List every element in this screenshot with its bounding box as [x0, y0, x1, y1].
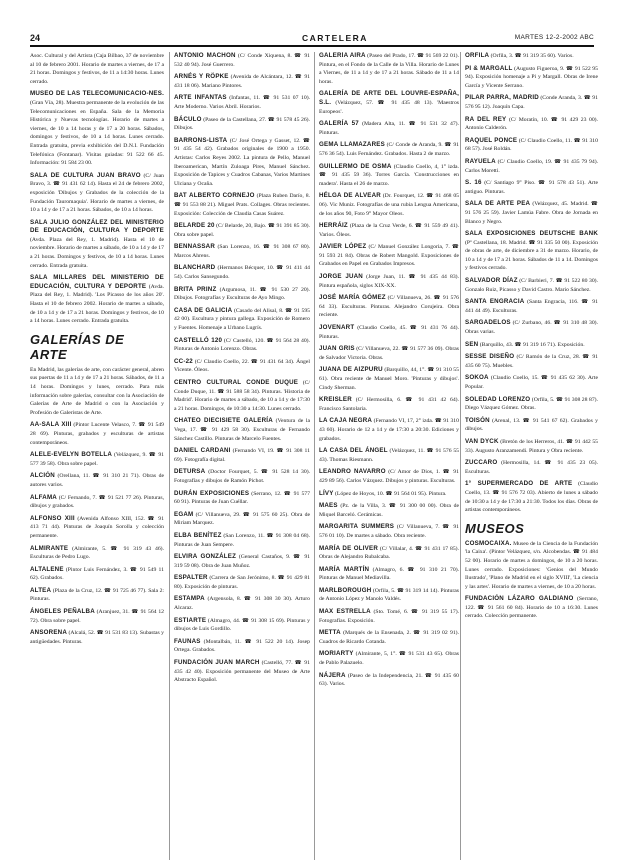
listing-entry: ALFONSO XIII (Avenida Alfonso XIII, 152. ☎ 91 413 71 44). Pinturas de Joaquín Sorolla y colección permanente. [30, 514, 164, 539]
listing-entry: HÉLGA DE ALVEAR (Dr. Fourquet, 12. ☎ 91 468 05 06). Vic Muniz. Fotografías de una rubia Lengua Americana, de los años 90, Foto 9° Mayor Oleos. [319, 192, 459, 217]
listing-entry: JUANA DE AIZPURU (Barquillo, 44, 1°. ☎ 91 310 55 61). Obra reciente de Manuel Moro. 'Pinturas y dibujos'. Cindy Sherman. [319, 366, 459, 391]
listing-entry: CHATEO DIECISIETE GALERÍA (Ventura de la Vega, 17. ☎ 91 429 58 30). Esculturas de Fernando Sánchez Castillo. Pinturas de Marcelo Fuentes. [174, 417, 310, 442]
listing-entry: PI & MARGALL (Augusto Figueroa, 9. ☎ 91 522 95 94). Exposición homenaje a Pi y Margall. Obras de Irene García y Vicente Serrano. [465, 64, 598, 89]
listing-entry: ELBA BENÍTEZ (San Lorenzo, 11. ☎ 91 308 04 68). Pinturas de Juan Sempere. [174, 531, 310, 548]
listing-entry: MARLBOROUGH (Orfila, 5. ☎ 91 319 14 14). Pinturas de Antonio López y Manolo Valdés. [319, 586, 459, 603]
listing-entry: COSMOCAIXA. Museo de la Ciencia de la Fundación 'la Caixa'. (Pintor Velázquez, s/n. Alcobendas. ☎ 91 484 52 00). Horario de martes a domingos, de 10 a 20 horas. Lunes cerrado. Exposiciones: 'Genios del Mundo Ilustrado', 'Plano de Madrid en el siglo XVIII', 'La ciencia y las artes'. Horario de martes a viernes, de 10 a 20 horas. [465, 539, 598, 590]
listing-entry: ESTIARTE (Almagro, 44. ☎ 91 308 15 69). Pinturas y dibujos de Luis Gordillo. [174, 616, 310, 633]
listing-entry: SANTA ENGRACIA (Santa Engracia, 116. ☎ 91 441 44 49). Esculturas. [465, 298, 598, 314]
listing-entry: BENNASSAR (San Lorenzo, 16. ☎ 91 308 67 80). Marcos Ahrens. [174, 243, 310, 259]
listing-entry: ÁNGELES PEÑALBA (Aranjuez, 31. ☎ 91 564 12 72). Obra sobre papel. [30, 608, 164, 624]
listing-intro: Asoc. Cultural y del Artista (Caja Bilbao, 37 de noviembre al 10 de febrero 2001. Horario de martes a viernes, de 17 a 21 horas. Domingos y festivos, de 11 a 14:30 horas. Lunes cerrado. [30, 53, 164, 85]
listing-entry: GUILLERMO DE OSMA (Claudio Coello, 4, 1° izda. ☎ 91 435 59 36). Torres García. 'Construcciones en madera'. Hasta el 26 de marzo. [319, 162, 459, 187]
listing-entry: TOISÓN (Arenal, 13. ☎ 91 541 67 62). Grabados y dibujos. [465, 416, 598, 433]
listing-entry: CENTRO CULTURAL CONDE DUQUE (C/ Conde Duque, 11. ☎ 91 588 58 34). Pinturas. 'Historia de Madrid'. Horario de martes a sábado, de 10 a 14 y de 17:30 a 21 horas. Domingos, de 10:30 a 14:30. Lunes cerrado. [174, 379, 310, 412]
listing-entry: METTA (Marqués de la Ensenada, 2. ☎ 91 319 02 91). Cuadros de Ricardo Cotanda. [319, 629, 459, 645]
listing-entry: VAN DYCK (Bretón de los Herreros, 41. ☎ 91 442 55 33). Augusto Aranzamendi. Pintura y Obra reciente. [465, 437, 598, 454]
column-2 [169, 52, 310, 860]
listing-entry: MUSEO DE LAS TELECOMUNICACIO-NES. (Gran Vía, 28). Muestra permanente de la evolución de las Telecomunicaciones en España. Sala de la Memoria Histórica y Nuevas tecnologías. Horario de martes a viernes, de 10 a 14 horas y de 17 a 20 horas. Sábados, domingos y festivos, de 10 a 14 horas. Lunes cerrado. Entrada gratuita, previa exhibición del D.N.I. Fundación Telefónica (Fontanar). Visitas guiadas: 91 522 66 45. Información: 91 584 23 00. [30, 90, 164, 167]
section-heading-galerias: GALERÍAS DE ARTE [30, 331, 125, 362]
listing-entry: BAT ALBERTO CORNEJO (Plaza Ruben Darío, 8. ☎ 91 553 88 21). Miguel Prats. Collages. Obras recientes. Exposición: Colección de Claudia Casas Suárez. [174, 192, 310, 217]
listing-entry: SESSE DISEÑO (C/ Ramón de la Cruz, 28. ☎ 91 435 60 75). Muebles. [465, 353, 598, 369]
listing-entry: ELVIRA GONZÁLEZ (General Castaños, 9. ☎ 91 319 59 08). Obra de Juan Muñoz. [174, 553, 310, 569]
listing-entry: SALVADOR DÍAZ (C/ Barbieri, 7. ☎ 91 522 80 30). Gonzalo Ruiz, Picasso y David Castro. Mario Sánchez. [465, 277, 598, 293]
listing-entry: GALERÍA DE ARTE DEL LOUVRE-ESPAÑA, S.L. (Velázquez, 57. ☎ 91 435 48 13). 'Maestros Europeos'. [319, 90, 459, 115]
listing-entry: JUAN GRIS (C/ Villanueva, 22. ☎ 91 577 36 09). Obras de Salvador Victoria. Obras. [319, 345, 459, 361]
page-header [30, 33, 594, 47]
listing-entry: GALERÍA AIRÁ (Paseo del Prado, 17. ☎ 91 569 22 01). Pintura, en el Fondo de la Calle de la Villa. Horario de Lunes a Viernes, de 11 a 14 y de 17 a 21 horas. Sábado de 11 a 14 horas. [319, 52, 459, 85]
listing-entry: FUNDACIÓN JUAN MARCH (Castelló, 77. ☎ 91 435 42 40). Exposición permanente del Museo de Arte Abstracto Español. [174, 659, 310, 684]
listing-entry: BARRONS-LISTA (C/ José Ortega y Gasset, 12. ☎ 91 435 54 42). Grabados originales de 1900 a 1950. Artistas: Carlos Reyes 2002. La pintura de Pello, Manuel Iberoamerican, Martín Zuloaga Pires, Manuel Sánchez. Exposición de Tapices y Cuadros Cabanas, Varios Martines Ulciana y Ocaña. [174, 136, 310, 187]
listing-entry: GEMA LLAMAZARES (C/ Conde de Aranda, 9. ☎ 91 576 36 54). Luis Fernández. Grabados. Hasta 2 de marzo. [319, 141, 459, 157]
listing-entry: MARGARITA SUMMERS (C/ Villanueva, 7. ☎ 91 576 01 10). De martes a sábado. Obra reciente. [319, 523, 459, 539]
column-1 [30, 52, 164, 860]
listing-entry: SALA DE ARTE PEA (Velázquez, 45. Madrid. ☎ 91 576 25 59). Javier Lamúa Fabre. Obra de Jornada en Blanco y Negro. [465, 200, 598, 225]
listing-entry: ARTE INFANTAS (Infantas, 11. ☎ 91 531 07 10). Arte Moderno. Varios Abril. Horarios. [174, 94, 310, 110]
listing-entry: FUNDACIÓN LÁZARO GALDIANO (Serrano, 122. ☎ 91 561 60 84). Horario de 10 a 16:30. Lunes cerrado. Colección permanente. [465, 595, 598, 620]
listing-entry: RAQUEL PONCE (C/ Claudio Coello, 11. ☎ 91 310 68 57). José Roldán. [465, 136, 598, 153]
listings-columns [30, 52, 597, 860]
listing-entry: SOLEDAD LORENZO (Orfila, 5. ☎ 91 308 28 87). Diego Vázquez Gómez. Obras. [465, 395, 598, 412]
listing-entry: SALA DE CULTURA JUAN BRAVO (C/ Juan Bravo, 3. ☎ 91 431 62 14). Hasta el 24 de febrero 2002, exposición 'Dibujos y Grabados de la colección de la Fundación Tauromaquia'. Horario de martes a viernes, de 10 a 14 y de 17 a 21 horas. Sábados, de 10 a 14 horas. [30, 171, 164, 214]
listing-entry: ALCIÓN (Orellana, 11. ☎ 91 310 21 71). Obras de autores varios. [30, 472, 164, 488]
listing-entry: BELARDE 20 (C/ Belarde, 20, Bajo. ☎ 91 391 85 30). Obra sobre papel. [174, 222, 310, 238]
listing-entry: ORFILA (Orfila, 3. ☎ 91 319 35 60). Varios. [465, 52, 574, 59]
section-heading-museos: MUSEOS [465, 520, 525, 536]
listing-entry: SARGADELOS (C/ Zurbano, 46. ☎ 91 310 48 30). Obras varias. [465, 319, 598, 336]
listing-entry: BLANCHARD (Hermanos Bécquer, 10. ☎ 91 411 44 54). Carlos Sansegundo. [174, 264, 310, 281]
listing-entry: ESTAMPA (Argensola, 8. ☎ 91 308 30 30). Arturo Alcaraz. [174, 595, 310, 612]
listing-entry: GALERÍA 57 (Madera Alta, 11. ☎ 91 531 32 47). Pinturas. [319, 120, 459, 136]
section-title: CARTELERA [302, 33, 368, 43]
listing-entry: ANTONIO MACHÓN (C/ Conde Xiquena, 8. ☎ 91 532 40 94). José Guerrero. [174, 52, 310, 68]
listing-entry: ANSORENA (Alcalá, 52. ☎ 91 531 83 13). Subastas y antigüedades. Pinturas. [30, 629, 164, 645]
listing-entry: CASA DE GALICIA (Casado del Alisal, 8. ☎ 91 595 42 00). Escultura y pintura gallega. Exposición de Romero y Fuentes. Homenaje a Urbano Lugrís. [174, 306, 310, 332]
listing-entry: DETURSA (Doctor Fourquet, 5. ☎ 91 528 14 30). Fotografías y dibujos de Ramón Pichot. [174, 468, 310, 484]
listing-entry: LEANDRO NAVARRO (C/ Amor de Dios, 1. ☎ 91 429 89 56). Carlos Vázquez. Dibujos y pinturas. Esculturas. [319, 468, 459, 484]
listing-entry: EGAM (C/ Villanueva, 29. ☎ 91 575 60 25). Obra de Miriam Marquez. [174, 510, 310, 527]
listing-entry: ESPALTER (Carrera de San Jerónimo, 8. ☎ 91 429 81 80). Exposición de pinturas. [174, 574, 310, 590]
galleries-intro: En Madrid, las galerías de arte, con carácter general, abren sus puertas de 11 a 14 y de 17 a 21 horas. Sábados, de 11 a 14 horas. Domingos y lunes, cerrado. Para más información sobre galerías, consultar con la Asociación de Galerías de Arte de Madrid o con la Asociación y Profesión de Galeristas de Arte. [30, 366, 164, 416]
listing-entry: JORGE JUAN (Jorge Juan, 11. ☎ 91 435 44 83). Pintura española, siglos XIX-XX. [319, 273, 459, 289]
listing-entry: PILAR PARRA, MADRID (Conde Aranda, 3. ☎ 91 576 95 12). Joaquín Capa. [465, 94, 598, 110]
listing-entry: NÁJERA (Paseo de la Independencia, 21. ☎ 91 435 60 63). Varios. [319, 671, 459, 688]
listing-entry: AA-SALA XIII (Pintor Lucente Velasco, 7. ☎ 91 549 28 69). Pinturas, grabados y esculturas de artistas contemporáneos. [30, 421, 164, 446]
listing-entry: CC-22 (C/ Claudio Coello, 22. ☎ 91 431 64 34). Ángel Vicente. Óleos. [174, 357, 310, 374]
listing-entry: LA CASA DEL ÁNGEL (Velázquez, 11. ☎ 91 576 55 43). Thomas Riesmann. [319, 447, 459, 463]
listing-entry: RA DEL REY (C/ Moratín, 10. ☎ 91 429 23 00). Antonio Calderón. [465, 115, 598, 132]
listing-entry: BÁCULO (Paseo de la Castellana, 27. ☎ 91 578 45 26). Dibujos. [174, 115, 310, 132]
listing-entry: ARNÉS Y RÖPKE (Avenida de Alcántara, 12. ☎ 91 431 18 06). Mariano Pintores. [174, 73, 310, 89]
listing-entry: JAVIER LÓPEZ (C/ Manuel González Longoria, 7. ☎ 91 593 21 84). Obras de Robert Mangold. Exposiciones de Grabados en Papel en Grabados Impresos. [319, 243, 459, 268]
column-3 [314, 52, 459, 860]
page-number: 24 [30, 33, 41, 43]
listing-entry: DANIEL CARDANI (Fernando VI, 19. ☎ 91 308 11 69). Fotografía digital. [174, 447, 310, 463]
listing-entry: ALTEA (Plaza de la Cruz, 12. ☎ 91 725 46 77). Sala 2: Pinturas. [30, 586, 164, 603]
listing-entry: MARÍA DE OLIVER (C/ Villalar, 4. ☎ 91 431 17 85). Obras de Alejandro Rubalcaba. [319, 544, 459, 561]
column-4 [460, 52, 598, 860]
listing-entry: SOKOA (Claudio Coello, 15. ☎ 91 435 62 30). Arte Popular. [465, 374, 598, 390]
listing-entry: JOVENART (Claudio Coello, 45. ☎ 91 431 76 44). Pinturas. [319, 324, 459, 340]
listing-entry: LA CAJA NEGRA (Fernando VI, 17, 2° izda. ☎ 91 310 43 60). Horario de 12 a 14 y de 17:30 a 20:30. Ediciones y grabados. [319, 417, 459, 442]
listing-entry: BRITA PRINZ (Argumosa, 11. ☎ 91 530 27 20). Dibujos. Fotografías y Esculturas de Ayo Mingo. [174, 285, 310, 302]
listing-entry: SALA MILLARES DEL MINISTERIO DE EDUCACIÓN, CULTURA Y DEPORTE (Avda. Plaza del Rey, 1. Madrid). 'Los Picasso de los años 20'. Hasta el 10 de febrero 2002. Horario de martes a sábado, de 10 a 14 y de 17 a 21 horas. Domingos y festivos, de 10 a 14 horas. Lunes cerrado. Entrada gratuita. [30, 274, 164, 325]
listing-entry: FAUNAS (Montalbán, 11. ☎ 91 522 20 14). Josep Ortega. Grabados. [174, 637, 310, 654]
listing-entry: HERRÁIZ (Plaza de la Cruz Verde, 6. ☎ 91 559 49 41). Varios. Óleos. [319, 222, 459, 238]
issue-date: MARTES 12-2-2002 ABC [514, 34, 594, 41]
listing-entry: MORIARTY (Almirante, 5, 1°. ☎ 91 531 43 65). Obras de Pablo Palazuelo. [319, 650, 459, 667]
listing-entry: MAES (Pz. de la Villa, 3. ☎ 91 300 00 00). Obra de Miquel Barceló. Cerámicas. [319, 502, 459, 518]
listing-entry: S. 16 (C/ Santiago 9° Piso. ☎ 91 578 43 51). Arte antiguo. Pinturas. [465, 179, 598, 195]
listing-entry: KREISLER (C/ Hermosilla, 6. ☎ 91 431 42 64). Francisco Santolaria. [319, 396, 459, 412]
listing-entry: LÍVY (López de Hoyos, 10. ☎ 91 564 01 95). Pintura. [319, 489, 447, 497]
listing-entry: ALELE-EVELYN BOTELLA (Velázquez, 9. ☎ 91 577 39 58). Obra sobre papel. [30, 451, 164, 467]
listing-entry: ZUCCARO (Hermosilla, 14. ☎ 91 435 23 05). Esculturas. [465, 459, 598, 475]
listing-entry: ALMIRANTE (Almirante, 5. ☎ 91 319 43 46). Esculturas de Pedro Lugo. [30, 544, 164, 561]
listing-entry: RAYUELA (C/ Claudio Coello, 19. ☎ 91 435 79 94). Carlos Moretti. [465, 157, 598, 174]
listing-entry: 1° SUPERMERCADO DE ARTE (Claudio Coello, 13. ☎ 91 576 72 03). Abierto de lunes a sábado de 10:30 a 14 y de 17:30 a 21:30. Todos los días. Obras de artistas contemporáneos. [465, 480, 598, 514]
listing-entry: ALTALENE (Pintor Luis Fernández, 3. ☎ 91 549 11 62). Grabados. [30, 565, 164, 582]
listing-entry: JOSÉ MARÍA GÓMEZ (C/ Villanueva, 26. ☎ 91 576 64 33). Esculturas. Pinturas. Alejandro Corujeira. Obra reciente. [319, 294, 459, 319]
listing-entry: CASTELLÓ 120 (C/ Castelló, 120. ☎ 91 564 28 40). Pinturas de Antonio Lorenzo. Obras. [174, 336, 310, 353]
listing-entry: MAX ESTRELLA (Sto. Tomé, 6. ☎ 91 319 55 17). Fotografías. Exposición. [319, 608, 459, 624]
listing-entry: DURÁN EXPOSICIONES (Serrano, 12. ☎ 91 577 60 91). Pinturas de Juan Cuéllar. [174, 489, 310, 506]
listing-entry: SALA EXPOSICIONES DEUTSCHE BANK (Pº Castellana, 18. Madrid. ☎ 91 335 50 00). Exposición de obras de arte, de diciembre a 31 de marzo. Horario, de 10 a 14 y de 17 a 21 horas. Sábados de 11 a 14. Domingos y festivos cerrado. [465, 230, 598, 272]
listing-entry: SALA JULIO GONZÁLEZ DEL MINISTERIO DE EDUCACIÓN, CULTURA Y DEPORTE (Avda. Plaza del Rey, 1. Madrid). Hasta el 10 de noviembre. Horario de martes a sábado, de 10 a 14 y de 17 a 21 horas. Domingos y festivos, de 10 a 14 horas. Lunes cerrado. Entrada gratuita. [30, 218, 164, 269]
listing-entry: MARÍA MARTÍN (Almagro, 6. ☎ 91 310 21 70). Pinturas de Manuel Mediavilla. [319, 565, 459, 582]
listing-entry: ALFAMA (C/ Fernando, 7. ☎ 91 521 77 26). Pinturas, dibujos y grabados. [30, 493, 164, 510]
listing-entry: SEN (Barquillo, 43. ☎ 91 319 16 71). Exposición. [465, 340, 585, 348]
